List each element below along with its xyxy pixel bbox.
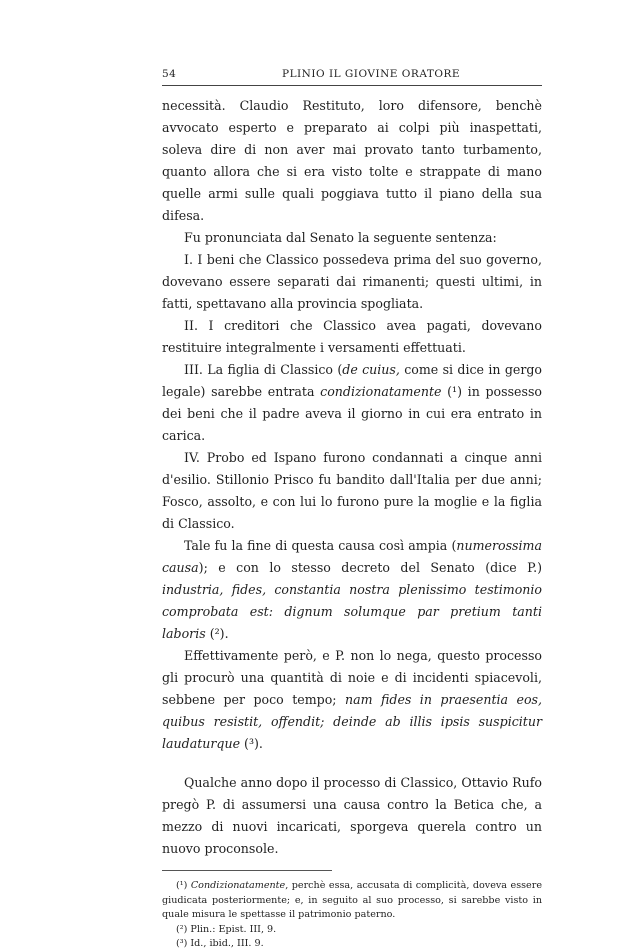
- paragraph-8: Effettivamente però, e P. non lo nega, questo processo gli procurò una quantità di noie e di incidenti spiacevoli, sebbene per poco tempo; nam fides in praesentia eos, quibus resistit, offendit; deinde ab illis ipsis suspicitur laudaturque (³).: [162, 648, 542, 751]
- footnote-3: (³) Id., ibid., III. 9.: [176, 938, 264, 949]
- paragraph-7: Tale fu la fine di questa causa così ampia (numerossima causa); e con lo stesso decreto del Senato (dice P.) industria, fides, constantia nostra plenissimo testimonio comprobata est: dignum solumque par pretium tanti laboris (²).: [162, 538, 542, 641]
- footnotes: [162, 879, 542, 952]
- footnote-divider: [162, 870, 332, 871]
- sentence-item-3: III. La figlia di Classico (de cuius, come si dice in gergo legale) sarebbe entrata condizionatamente (¹) in possesso dei beni che il padre aveva il giorno in cui era entrato in carica.: [162, 362, 542, 443]
- sentence-item-1: I. I beni che Classico possedeva prima del suo governo, dovevano essere separati dai rimanenti; questi ultimi, in fatti, spettavano alla provincia spogliata.: [162, 252, 542, 311]
- book-page: [162, 68, 542, 952]
- page-header: [162, 68, 542, 86]
- paragraph-2: Fu pronunciata dal Senato la seguente sentenza:: [184, 230, 497, 245]
- sentence-item-4: IV. Probo ed Ispano furono condannati a cinque anni d'esilio. Stillonio Prisco fu bandito dall'Italia per due anni; Fosco, assolto, e con lui lo furono pure la moglie e la figlia di Classico.: [162, 450, 542, 531]
- running-title: PLINIO IL GIOVINE ORATORE: [282, 68, 461, 80]
- paragraph-9: Qualche anno dopo il processo di Classico, Ottavio Rufo pregò P. di assumersi una causa contro la Betica che, a mezzo di nuovi incaricati, sporgeva querela contro un nuovo proconsole.: [162, 775, 542, 856]
- page-number: 54: [162, 68, 177, 80]
- sentence-item-2: II. I creditori che Classico avea pagati, dovevano restituire integralmente i versamenti effettuati.: [162, 318, 542, 355]
- main-text: [162, 95, 542, 860]
- footnote-1: (¹) Condizionatamente, perchè essa, accusata di complicità, doveva essere giudicata posteriormente; e, in seguito al suo processo, si sarebbe visto in quale misura le spettasse il patrimonio paterno.: [162, 880, 542, 920]
- footnote-2: (²) Plin.: Epist. III, 9.: [176, 923, 277, 935]
- paragraph-1: necessità. Claudio Restituto, loro difensore, benchè avvocato esperto e preparato ai colpi più inaspettati, soleva dire di non aver mai provato tanto turbamento, quanto allora che si era visto tolte e strappate di mano quelle armi sulle quali poggiava tutto il piano della sua difesa.: [162, 98, 542, 223]
